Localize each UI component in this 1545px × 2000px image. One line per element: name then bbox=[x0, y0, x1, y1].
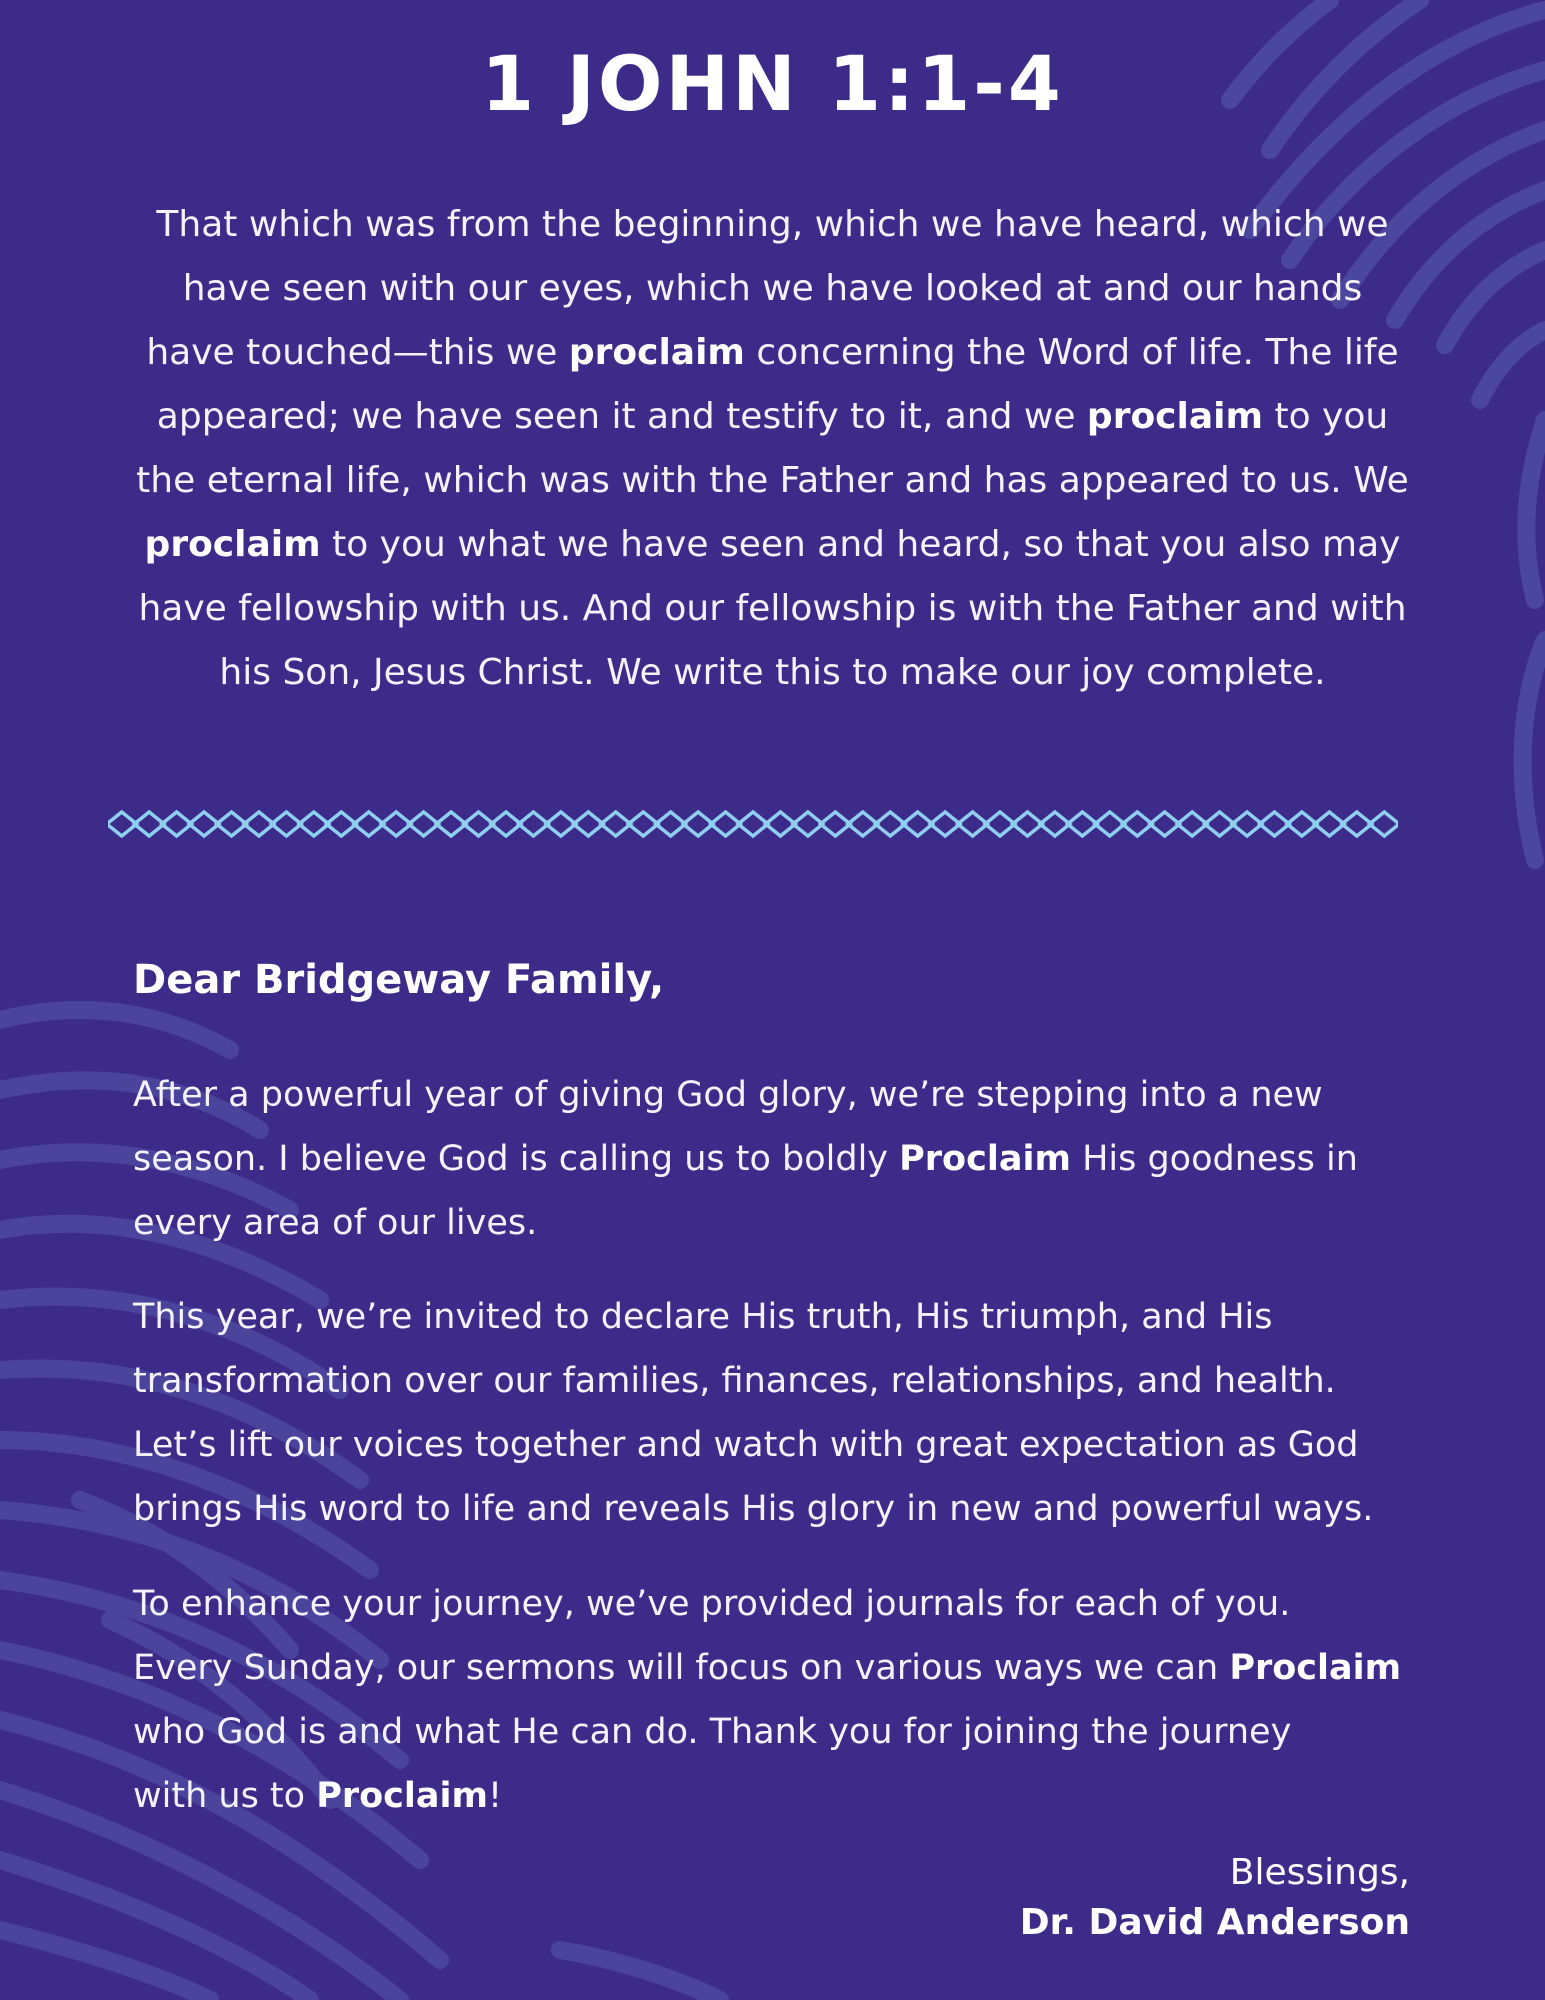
signature-name: Dr. David Anderson bbox=[1019, 1902, 1410, 1943]
letter-paragraph-3: To enhance your journey, we’ve provided journals for each of you. Every Sunday, our sermons will focus on various ways we can Proclaim who God is and what He can do. Thank you for joining the journey with us to Proclaim! bbox=[133, 1584, 1402, 1816]
letter-paragraph-2: This year, we’re invited to declare His truth, His triumph, and His transformation over our families, finances, relationships, and health. Let’s lift our voices together and watch with great expectation as God brings His word to life and reveals His glory in new and powerful ways. bbox=[133, 1297, 1374, 1529]
salutation: Dear Bridgeway Family, bbox=[133, 957, 665, 1003]
diamond-divider bbox=[108, 805, 1398, 843]
closing: Blessings, bbox=[1229, 1852, 1410, 1893]
scripture-passage: That which was from the beginning, which we have heard, which we have seen with our eyes, which we have looked at and our hands have touched—this we proclaim concerning the Word of life. The life appeared; we have seen it and testify to it, and we proclaim to you the eternal life, which was with the Father and has appeared to us. We proclaim to you what we have seen and heard, so that you also may have fellowship with us. And our fellowship is with the Father and with his Son, Jesus Christ. We write this to make our joy complete. bbox=[136, 204, 1409, 693]
letter-paragraph-1: After a powerful year of giving God glory, we’re stepping into a new season. I believe God is calling us to boldly Proclaim His goodness in every area of our lives. bbox=[133, 1075, 1358, 1243]
page-title: 1 JOHN 1:1-4 bbox=[481, 39, 1064, 128]
signature-block bbox=[810, 1848, 1410, 1948]
